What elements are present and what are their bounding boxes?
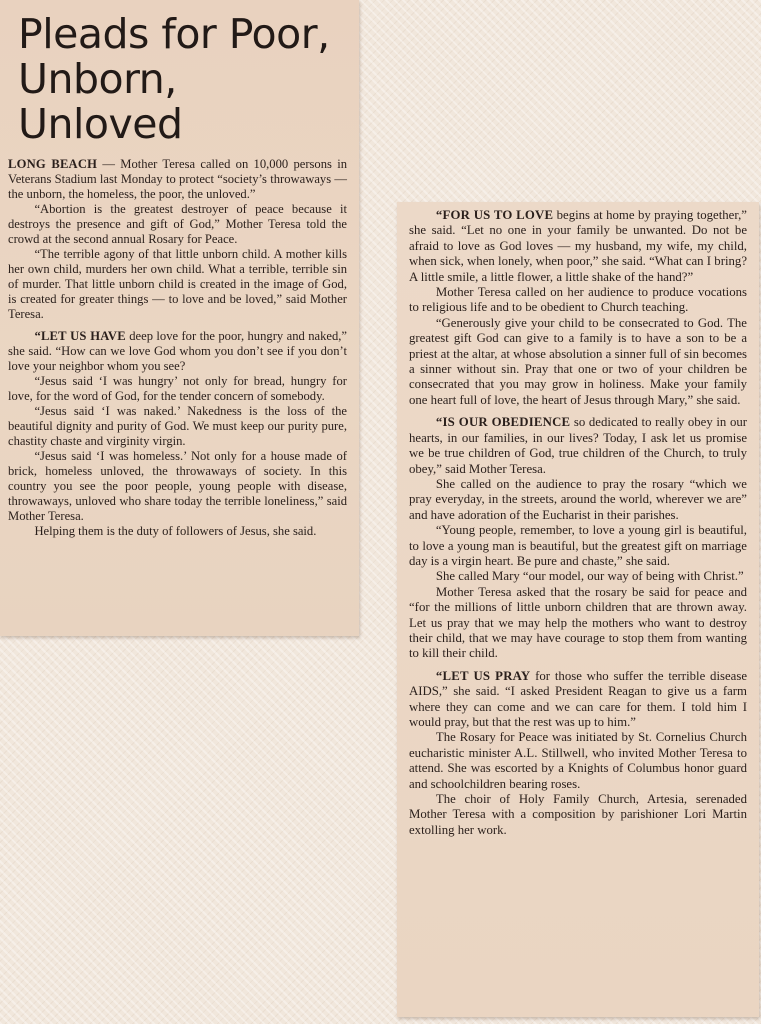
paragraph <box>409 208 747 285</box>
paragraph: The Rosary for Peace was initiated by St. Cornelius Church eucharistic minister A.L. Stillwell, who invited Mother Teresa to attend. She was escorted by a Knights of Columbus honor guard and schoolchildren bearing roses. <box>409 730 747 791</box>
paragraph: “Jesus said ‘I was homeless.’ Not only for a house made of brick, homeless unloved, the throwaways of society. In this country you see the poor people, young people with disease, throwaways, unloved who share today the terrible loneliness,” said Mother Teresa. <box>8 449 347 523</box>
paragraph: She called Mary “our model, our way of being with Christ.” <box>435 569 744 584</box>
paragraph: “Jesus said ‘I was naked.’ Nakedness is the loss of the beautiful dignity and purity of God. We must keep our purity pure, chastity chaste and virginity virgin. <box>8 404 347 448</box>
paragraph: “Generously give your child to be consecrated to God. The greatest gift God can give to a family is to have a son to be a priest at the altar, at whose absolution a sinner full of sin becomes a sinner without sin. Pray that one or two of your children be consecrated that you may grow in holiness. Make your family one heart full of love, the heart of Jesus through Mary,” she said. <box>409 315 747 407</box>
paragraph-text: — Mother Teresa called on 10,000 persons in Veterans Stadium last Monday to protect “society’s throwaways — the unborn, the homeless, the poor, the unloved.” <box>8 157 347 201</box>
headline-line-1: Pleads for Poor, <box>18 10 330 58</box>
paragraph: “The terrible agony of that little unborn child. A mother kills her own child, murders her own child. What a terrible, terrible sin of murder. That little unborn child is created in the image of God, is created for greater things — to love and be loved,” said Mother Teresa. <box>8 247 347 321</box>
paragraph: “Young people, remember, to love a young girl is beautiful, to love a young man is beautiful, but the greatest gift on marriage day is a virgin heart. Be pure and chaste,” she said. <box>409 523 747 568</box>
lead-in: “IS OUR OBEDIENCE <box>435 415 571 430</box>
paragraph: Mother Teresa asked that the rosary be said for peace and “for the millions of little unborn children that are thrown away. Let us pray that we may help the mothers who want to destroy their child, that we may have courage to stop them from wanting to kill their child. <box>409 584 747 661</box>
paragraph: “Abortion is the greatest destroyer of peace because it destroys the presence and gift of God,” Mother Teresa told the crowd at the second annual Rosary for Peace. <box>8 202 347 246</box>
paragraph <box>8 329 347 374</box>
clipping-left <box>0 0 359 636</box>
left-column <box>8 157 347 539</box>
paragraph-text: deep love for the poor, hungry and naked,” she said. “How can we love God whom you don’t see if you don’t love your neighbor whom you see? <box>8 329 347 373</box>
right-column <box>409 208 747 838</box>
clipping-right <box>397 202 759 1017</box>
paragraph: She called on the audience to pray the rosary “which we pray everyday, in the streets, around the world, wherever we are” and have adoration of the Eucharist in their parishes. <box>409 476 747 522</box>
lead-in: “LET US PRAY <box>435 668 531 683</box>
paragraph: “Jesus said ‘I was hungry’ not only for bread, hungry for love, for the word of God, for the tender concern of somebody. <box>8 374 347 403</box>
dateline: LONG BEACH <box>8 157 98 171</box>
paragraph-text: begins at home by praying together,” she said. “Let no one in your family be unwanted. Do not be afraid to love as God loves — my husband, my wife, my child, when sick, when lonely, when poor,” she said. “What can I bring? A little smile, a little flower, a little shake of the hand?” <box>409 208 747 284</box>
paragraph: The choir of Holy Family Church, Artesia, serenaded Mother Teresa with a composition by parishioner Lori Martin extolling her work. <box>409 792 747 837</box>
lead-in: “FOR US TO LOVE <box>435 208 554 222</box>
paragraph: Mother Teresa called on her audience to produce vocations to religious life and to be obedient to Church teaching. <box>409 285 747 315</box>
paragraph <box>409 415 747 477</box>
lead-in: “LET US HAVE <box>34 329 126 343</box>
paragraph: Helping them is the duty of followers of Jesus, she said. <box>34 524 317 538</box>
paragraph-text: for those who suffer the terrible disease AIDS,” she said. “I asked President Reagan to give us a farm where they can come and we can care for them. I told him I would pray, but that the rest was up to him.” <box>409 668 748 729</box>
paragraph <box>409 669 747 731</box>
headline-line-2: Unborn, Unloved <box>18 55 183 148</box>
headline <box>18 12 347 147</box>
paragraph <box>8 157 347 202</box>
paragraph-text: so dedicated to really obey in our hearts, in our families, in our lives? Today, I ask let us promise we be true children of God, true children of the Church, to truly obey,” said Mother Teresa. <box>409 415 748 476</box>
